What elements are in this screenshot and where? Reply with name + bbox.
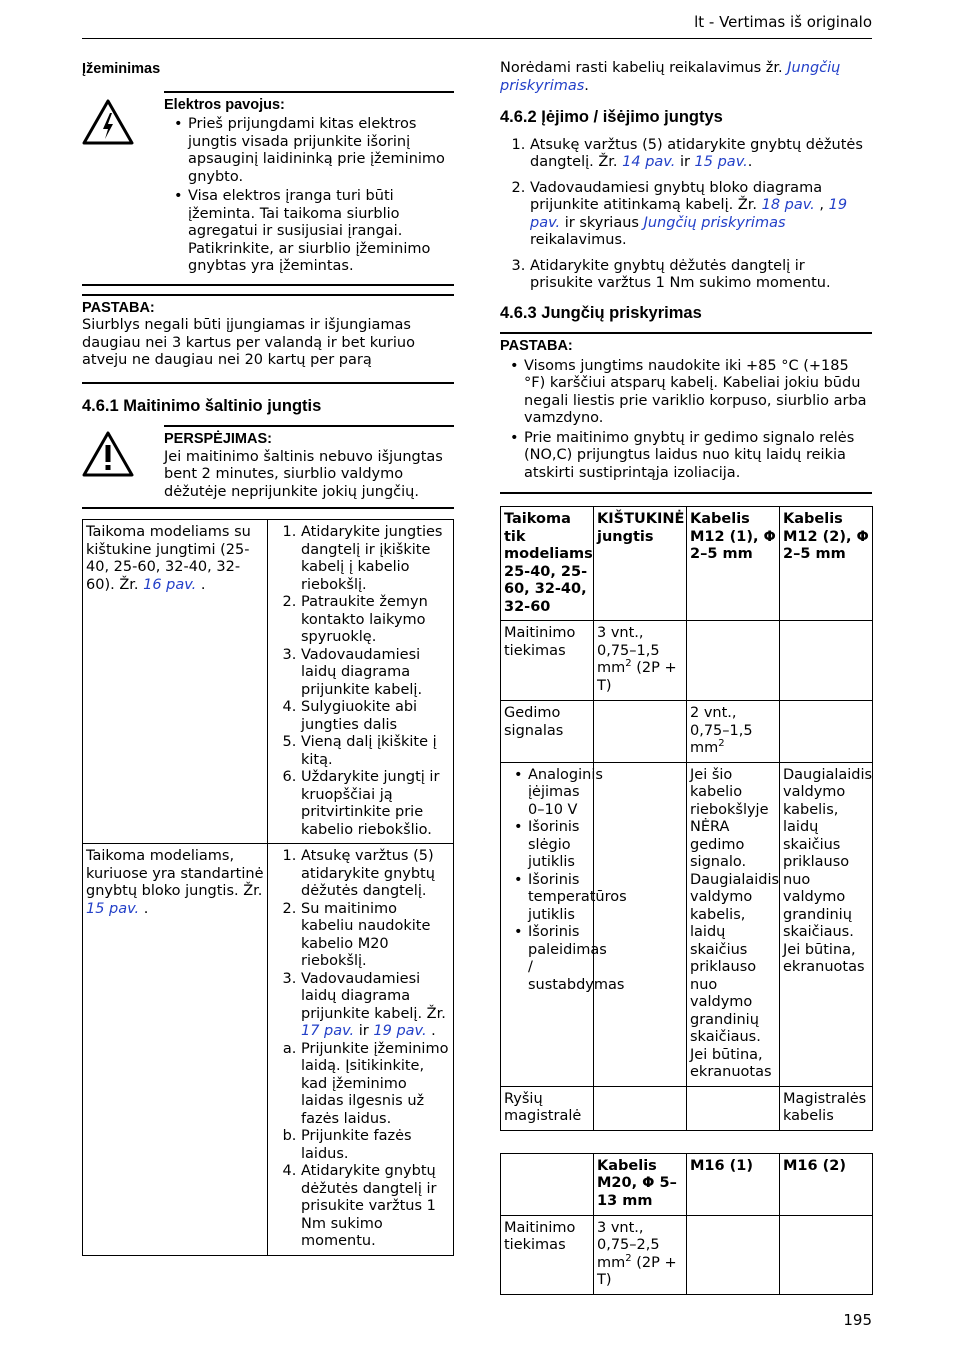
table-cell (594, 701, 687, 763)
table-row (83, 844, 454, 1256)
table-header-cell: Kabelis M20, Φ 5–13 mm (594, 1153, 687, 1215)
step-item: 1. Atsukę varžtus (5) atidarykite gnybtų dėžutės dangtelį. (301, 848, 450, 901)
cell-text: (2P + T) (597, 1254, 677, 1288)
table-row (501, 701, 873, 763)
figure-link[interactable]: 15 pav. (86, 900, 140, 917)
table-cell (687, 701, 780, 763)
right-column (500, 58, 872, 1295)
electric-warning-box (82, 91, 454, 286)
row2-description: Taikoma modeliams, kuriuose yra standartinė gnybtų bloko jungtis. Žr. (86, 848, 264, 899)
table-header-cell: Taikoma tik modeliams 25-40, 25-60, 32-40, 32-60 (501, 507, 594, 621)
cell-text: 3 vnt., 0,75–1,5 mm (597, 625, 660, 676)
table-header-cell: Kabelis M12 (2), Φ 2–5 mm (780, 507, 873, 621)
superscript: 2 (718, 738, 725, 750)
step-text: ir (358, 1023, 369, 1039)
step-item: 3. Vadovaudamiesi laidų diagrama prijunkite kabelį. (301, 647, 450, 700)
row1-description: Taikoma modeliams su kištukine jungtimi (25-40, 25-60, 32-40, 32-60). Žr. (86, 524, 251, 593)
sub-step-item: b. Prijunkite fazės laidus. (301, 1128, 450, 1163)
figure-link[interactable]: 14 pav. (622, 154, 676, 170)
assignment-table-1 (500, 506, 873, 1131)
list-item: • Išorinis paleidimas / sustabdymas (528, 924, 590, 994)
intro-text: Norėdami rasti kabelių reikalavimus žr. (500, 60, 783, 76)
section-heading-4-6-1: 4.6.1 Maitinimo šaltinio jungtis (82, 396, 322, 415)
note-item: • Prie maitinimo gnybtų ir gedimo signalo relės (NO,C) prijungtus laidus nuo kitų laidų reikia atskirti sustiprintąja izoliacija. (524, 430, 872, 483)
step-item (530, 180, 872, 250)
electric-warning-label: Elektros pavojus: (164, 96, 285, 113)
table-cell (83, 844, 268, 1256)
step-item: 2. Su maitinimo kabeliu naudokite kabelio M20 riebokšlį. (301, 901, 450, 971)
step-item: 6. Uždarykite jungtį ir kruopščiai ją pritvirtinkite prie kabelio riebokšlio. (301, 769, 450, 839)
table-header-cell: M16 (1) (687, 1153, 780, 1215)
io-steps-list (500, 137, 872, 293)
note-box (500, 332, 872, 494)
note-label: PASTABA: (82, 299, 155, 316)
table-cell: Ryšių magistralė (501, 1086, 594, 1130)
step-item: 3. Atidarykite gnybtų dėžutės dangtelį ir prisukite varžtus 1 Nm sukimo momentu. (530, 258, 872, 293)
caution-text: Jei maitinimo šaltinis nebuvo išjungtas bent 2 minutes, siurblio valdymo dėžutėje neprijunkite jokių jungčių. (164, 448, 443, 500)
table-row (501, 1086, 873, 1130)
table-cell (687, 1086, 780, 1130)
table-cell: Gedimo signalas (501, 701, 594, 763)
row2-tail: . (143, 900, 149, 917)
warning-item: • Prieš prijungdami kitas elektros jungtis visada prijunkite išorinį apsauginį laidininką prie įžeminimo gnybto. (188, 116, 454, 186)
assignment-table-2 (500, 1153, 873, 1295)
list-item: • Išorinis slėgio jutiklis (528, 819, 590, 872)
step-text: . (431, 1023, 436, 1039)
figure-link[interactable]: 17 pav. (301, 1023, 355, 1039)
table-cell (594, 762, 687, 1086)
note-label: PASTABA: (500, 338, 573, 354)
table-cell (501, 762, 627, 1086)
figure-link[interactable]: 15 pav. (694, 154, 748, 170)
figure-link[interactable]: 19 pav. (373, 1023, 427, 1039)
caution-box (82, 425, 454, 509)
superscript: 2 (625, 1252, 632, 1264)
note-text: Siurblys negali būti įjungiamas ir išjungiamas daugiau nei 3 kartus per valandą ir bet kuriuo atveju ne daugiau nei 20 kartų per parą (82, 317, 415, 368)
table-cell (780, 621, 873, 701)
table-cell (594, 621, 687, 701)
table-header-cell: M16 (2) (780, 1153, 873, 1215)
note-item: • Visoms jungtims naudokite iki +85 °C (+185 °F) karščiui atsparų kabelį. Kabeliai jokiu būdu negali liestis prie variklio korpuso, siurblio arba vamzdyno. (524, 358, 872, 428)
cell-text: 2 vnt., 0,75–1,5 mm (690, 705, 753, 756)
cell-text: (2P + T) (597, 660, 677, 694)
warning-triangle-icon (82, 425, 164, 501)
table-row (83, 520, 454, 844)
step-text: ir (679, 154, 690, 170)
step-item: 4. Sulygiuokite abi jungties dalis (301, 699, 450, 734)
step-item (530, 137, 872, 172)
step-text: reikalavimus. (530, 232, 627, 248)
table-header-row (501, 507, 873, 621)
table-cell: Maitinimo tiekimas (501, 621, 594, 701)
step-text: Atsukę varžtus (5) atidarykite gnybtų dėžutės dangtelį. Žr. (530, 136, 863, 170)
step-item: 2. Patraukite žemyn kontakto laikymo spyruoklę. (301, 594, 450, 647)
step-item (301, 971, 450, 1164)
caution-label: PERSPĖJIMAS: (164, 431, 272, 447)
figure-link[interactable]: 19 pav. (530, 197, 848, 231)
step-item: 4. Atidarykite gnybtų dėžutės dangtelį ir prisukite varžtus 1 Nm sukimo momentu. (301, 1163, 450, 1251)
table-header-cell (501, 1153, 594, 1215)
sub-step-item: a. Prijunkite įžeminimo laidą. Įsitikinkite, kad įžeminimo laidas ilgesnis už fazės laidus. (301, 1041, 450, 1129)
table-cell (594, 1086, 687, 1130)
step-item: 1. Atidarykite jungties dangtelį ir įkiškite kabelį į kabelio riebokšlį. (301, 524, 450, 594)
section-link[interactable]: Jungčių priskyrimas (500, 60, 841, 94)
section-link[interactable]: Jungčių priskyrimas (643, 214, 786, 231)
table-cell (687, 1215, 780, 1294)
step-text: ir skyriaus (564, 214, 639, 231)
table-row (501, 621, 873, 701)
table-cell (687, 621, 780, 701)
table-cell (594, 1215, 687, 1294)
table-cell: Jei šio kabelio riebokšlyje NĖRA gedimo signalo. Daugialaidis valdymo kabelis, laidų skaičius priklauso nuo valdymo grandinių skaičiaus. Jei būtina, ekranuotas (687, 762, 780, 1086)
page-number: 195 (843, 1311, 872, 1329)
figure-link[interactable]: 18 pav. (761, 197, 815, 213)
cell-text: 3 vnt., 0,75–2,5 mm (597, 1219, 660, 1271)
intro-paragraph (500, 60, 872, 95)
figure-link[interactable]: 16 pav. (143, 576, 197, 593)
section-heading-4-6-3: 4.6.3 Jungčių priskyrimas (500, 303, 702, 322)
table-cell (268, 844, 454, 1256)
step-text: Vadovaudamiesi laidų diagrama prijunkite kabelį. Žr. (301, 970, 446, 1022)
grounding-title: Įžeminimas (82, 61, 161, 77)
table-cell (780, 701, 873, 763)
table-cell (780, 1215, 873, 1294)
header-title: lt - Vertimas iš originalo (694, 13, 872, 31)
table-row (501, 1215, 873, 1294)
row1-tail: . (200, 576, 206, 593)
table-cell: Daugialaidis valdymo kabelis, laidų skaičius priklauso nuo valdymo grandinių skaičiaus. Jei būtina, ekranuotas (780, 762, 873, 1086)
superscript: 2 (625, 658, 632, 670)
step-text: Vadovaudamiesi gnybtų bloko diagrama prijunkite atitinkamą kabelį. Žr. (530, 179, 823, 213)
table-cell (83, 520, 268, 844)
step-text: , (819, 197, 824, 213)
section-heading-4-6-2: 4.6.2 Įėjimo / išėjimo jungtys (500, 108, 723, 126)
step-text: . (747, 154, 753, 170)
intro-tail: . (584, 77, 589, 94)
page-header (82, 14, 872, 39)
warning-item: • Visa elektros įranga turi būti įžeminta. Tai taikoma siurblio agregatui ir susijusiai įrangai. Patikrinkite, ar siurblio įžeminimo gnybtas yra įžemintas. (188, 188, 454, 276)
table-cell: Maitinimo tiekimas (501, 1215, 594, 1294)
list-item: • Išorinis temperatūros jutiklis (528, 872, 590, 925)
table-header-cell: KIŠTUKINĖ jungtis (594, 507, 687, 621)
table-header-cell: Kabelis M12 (1), Φ 2–5 mm (687, 507, 780, 621)
note-box (82, 294, 454, 384)
table-row (501, 762, 873, 1086)
list-item: • Analoginis įėjimas 0–10 V (528, 767, 590, 820)
table-cell: Magistralės kabelis (780, 1086, 873, 1130)
connection-table (82, 519, 454, 1256)
table-header-row (501, 1153, 873, 1215)
table-cell (268, 520, 454, 844)
step-item: 5. Vieną dalį įkiškite į kitą. (301, 734, 450, 769)
left-column (82, 58, 454, 1256)
electric-hazard-icon (82, 91, 164, 278)
